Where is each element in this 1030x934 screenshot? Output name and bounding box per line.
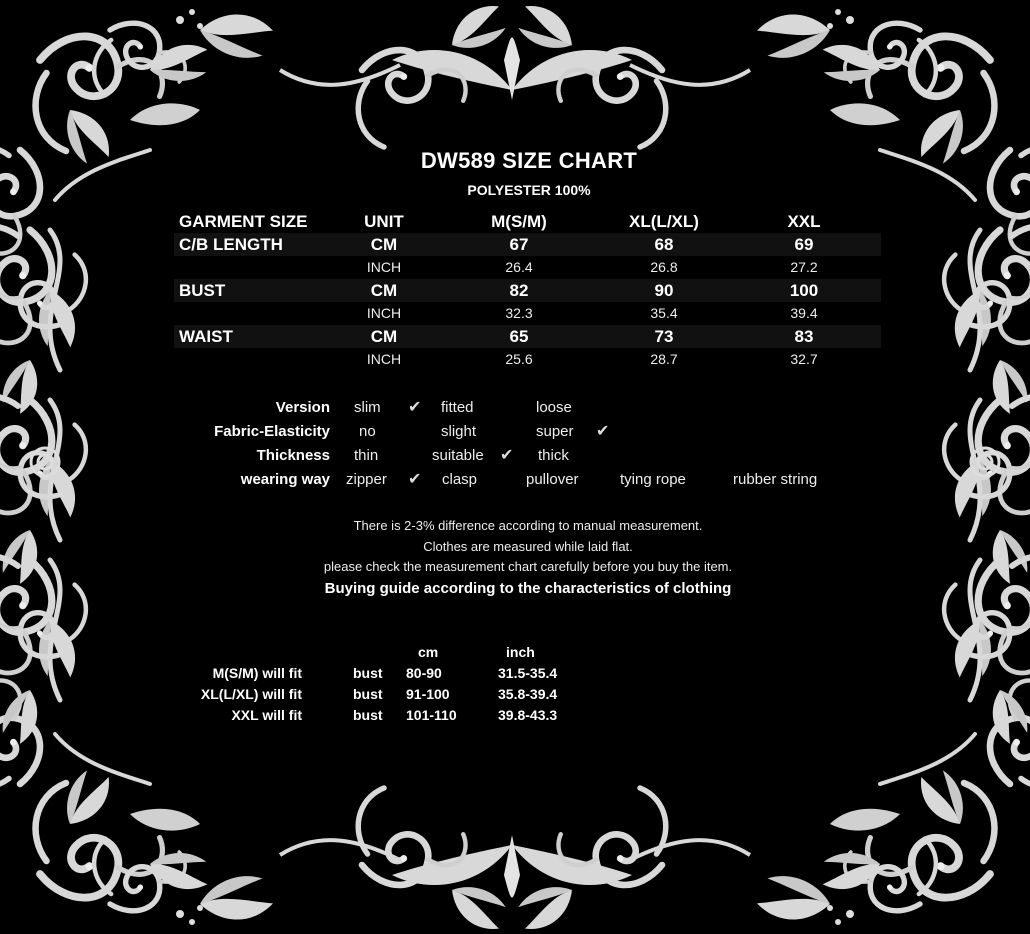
value-cm: 73 xyxy=(654,327,674,346)
note-line: There is 2-3% difference according to manual measurement. xyxy=(353,518,703,533)
attr-wearing-way xyxy=(0,468,1030,492)
unit-cm: CM xyxy=(370,235,398,254)
value-cm: 68 xyxy=(654,235,674,254)
fit-size: XL(L/XL) will fit xyxy=(200,686,302,702)
value-cm: 83 xyxy=(794,327,814,346)
fit-header-cm: cm xyxy=(418,644,439,660)
header-xxl: XXL xyxy=(787,212,821,231)
material-subtitle: POLYESTER 100% xyxy=(467,182,591,198)
fit-inch: 35.8-39.4 xyxy=(498,686,558,702)
attr-thickness xyxy=(0,444,1030,468)
option: thick xyxy=(538,447,569,464)
value-inch: 28.7 xyxy=(650,351,678,367)
fit-inch: 31.5-35.4 xyxy=(498,665,558,681)
size-table xyxy=(174,210,881,371)
fit-size: M(S/M) will fit xyxy=(212,665,302,681)
option: fitted xyxy=(441,399,474,416)
row-label: BUST xyxy=(179,281,226,300)
fit-part: bust xyxy=(353,686,383,702)
option: suitable xyxy=(432,447,484,464)
value-cm: 82 xyxy=(509,281,529,300)
value-cm: 90 xyxy=(654,281,674,300)
table-row xyxy=(174,233,881,256)
option: rubber string xyxy=(733,471,818,488)
attr-label: Version xyxy=(275,399,330,416)
header-unit: UNIT xyxy=(364,212,404,231)
row-label: WAIST xyxy=(179,327,233,346)
table-row xyxy=(174,256,881,279)
value-cm: 67 xyxy=(509,235,529,254)
fit-header-row xyxy=(0,642,1030,663)
value-inch: 32.3 xyxy=(505,305,533,321)
attr-version xyxy=(0,396,1030,420)
unit-cm: CM xyxy=(370,281,398,300)
unit-inch: INCH xyxy=(366,305,402,321)
unit-inch: INCH xyxy=(366,259,402,275)
value-inch: 39.4 xyxy=(790,305,818,321)
fit-row xyxy=(0,684,1030,705)
header-m: M(S/M) xyxy=(491,212,547,231)
table-row xyxy=(174,348,881,371)
header-xl: XL(L/XL) xyxy=(629,212,699,231)
option: clasp xyxy=(442,471,478,488)
measurement-notes xyxy=(0,516,1030,578)
unit-inch: INCH xyxy=(366,351,402,367)
chart-title: DW589 SIZE CHART xyxy=(420,148,638,173)
option: pullover xyxy=(526,471,579,488)
check-icon: ✔ xyxy=(408,399,422,416)
value-inch: 35.4 xyxy=(650,305,678,321)
table-row xyxy=(174,279,881,302)
option: thin xyxy=(354,447,379,464)
value-inch: 26.4 xyxy=(505,259,533,275)
fit-part: bust xyxy=(353,665,383,681)
value-cm: 100 xyxy=(789,281,819,300)
option: slim xyxy=(354,399,381,416)
buying-guide-title: Buying guide according to the characteristics of clothing xyxy=(324,580,732,597)
header-garment-size: GARMENT SIZE xyxy=(179,212,308,231)
value-inch: 32.7 xyxy=(790,351,818,367)
check-icon: ✔ xyxy=(408,471,422,488)
table-header-row xyxy=(174,210,881,233)
option: loose xyxy=(536,399,572,416)
attributes-section xyxy=(0,396,1030,492)
value-inch: 26.8 xyxy=(650,259,678,275)
fit-cm: 101-110 xyxy=(406,707,457,723)
fit-inch: 39.8-43.3 xyxy=(498,707,558,723)
fit-header-inch: inch xyxy=(506,644,535,660)
note-line: please check the measurement chart carefully before you buy the item. xyxy=(323,559,733,574)
option: slight xyxy=(441,423,477,440)
attr-fabric-elasticity xyxy=(0,420,1030,444)
option: tying rope xyxy=(620,471,686,488)
option: zipper xyxy=(346,471,387,488)
note-line: Clothes are measured while laid flat. xyxy=(423,538,633,554)
attr-label: Thickness xyxy=(256,447,330,464)
attr-label: wearing way xyxy=(240,471,330,488)
check-icon: ✔ xyxy=(500,447,514,464)
value-cm: 65 xyxy=(509,327,529,346)
attr-label: Fabric-Elasticity xyxy=(214,423,330,440)
check-icon: ✔ xyxy=(596,423,610,440)
fit-row xyxy=(0,663,1030,684)
fit-size: XXL will fit xyxy=(231,707,302,723)
value-cm: 69 xyxy=(794,235,814,254)
option: super xyxy=(536,423,574,440)
table-row xyxy=(174,302,881,325)
value-inch: 27.2 xyxy=(790,259,818,275)
table-row xyxy=(174,325,881,348)
fit-guide xyxy=(0,642,1030,726)
option: no xyxy=(359,423,376,440)
value-inch: 25.6 xyxy=(505,351,533,367)
row-label: C/B LENGTH xyxy=(179,235,283,254)
fit-cm: 80-90 xyxy=(406,665,442,681)
unit-cm: CM xyxy=(370,327,398,346)
fit-row xyxy=(0,705,1030,726)
fit-part: bust xyxy=(353,707,383,723)
fit-cm: 91-100 xyxy=(406,686,450,702)
